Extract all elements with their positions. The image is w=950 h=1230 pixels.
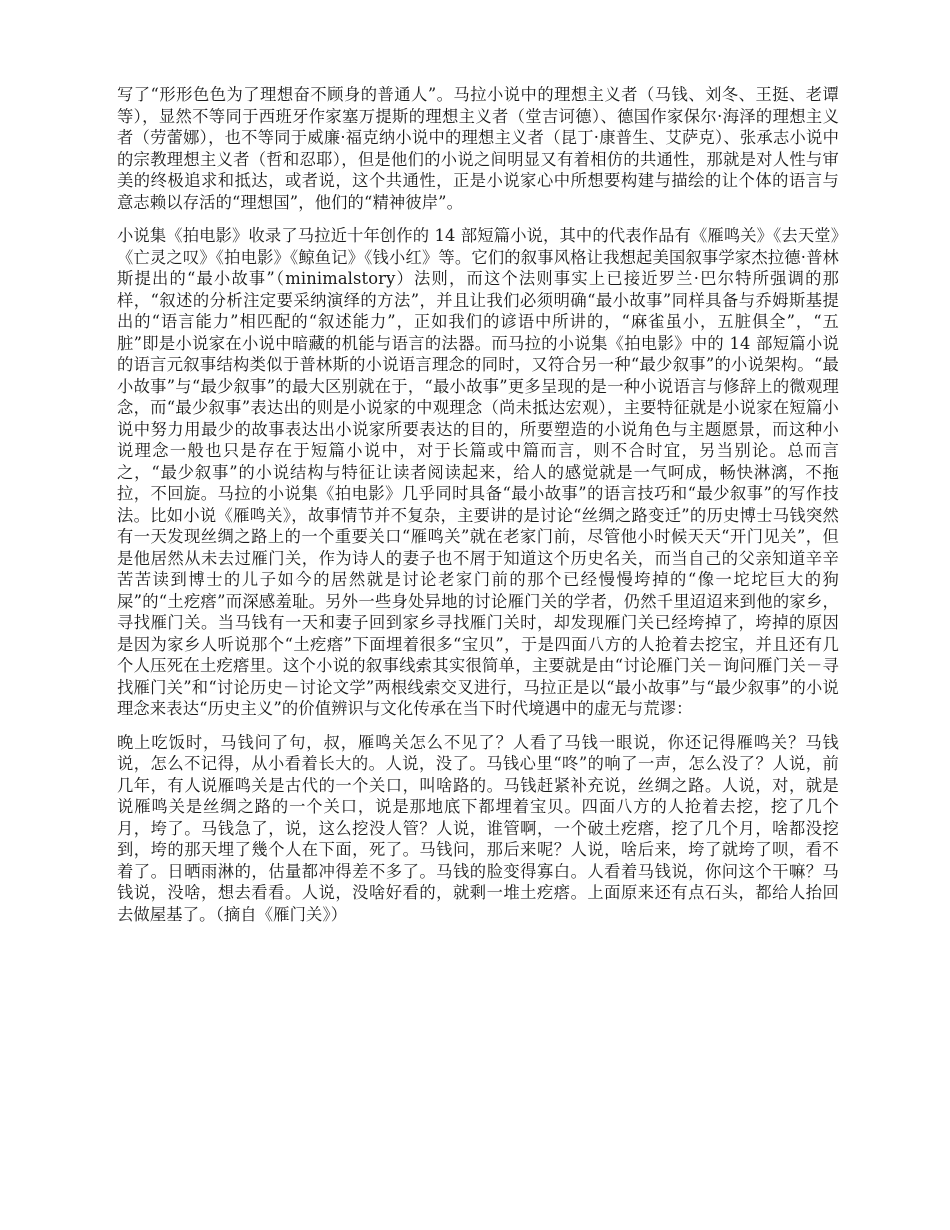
paragraph-story-collection: 小说集《拍电影》收录了马拉近十年创作的 14 部短篇小说，其中的代表作品有《雁鸣关》《去天堂》《亡灵之叹》《拍电影》《鲸鱼记》《钱小红》等。它们的叙事风格让我想起美国叙事学家杰拉德·普林斯提出的“最小故事”（minimalstory）法则，而这个法则事实上已接近罗兰·巴尔特所强调的那样，“叙述的分析注定要采纳演绎的方法”，并且让我们必须明确“最小故事”同样具备与乔姆斯基提出的“语言能力”相匹配的“叙述能力”，正如我们的谚语中所讲的，“麻雀虽小，五脏俱全”，“五脏”即是小说家在小说中暗藏的机能与语言的法器。而马拉的小说集《拍电影》中的 14 部短篇小说的语言元叙事结构类似于普林斯的小说语言理念的同时，又符合另一种“最少叙事”的小说架构。“最小故事”与“最少叙事”的最大区别就在于，“最小故事”更多呈现的是一种小说语言与修辞上的微观理念，而“最少叙事”表达出的则是小说家的中观理念（尚未抵达宏观），主要特征就是小说家在短篇小说中努力用最少的故事表达出小说家所要表达的目的，所要塑造的小说角色与主题愿景，而这种小说理念一般也只是存在于短篇小说中，对于长篇或中篇而言，则不合时宜，另当别论。总而言之，“最少叙事”的小说结构与特征让读者阅读起来，给人的感觉就是一气呵成，畅快淋漓，不拖拉，不回旋。马拉的小说集《拍电影》几乎同时具备“最小故事”的语言技巧和“最少叙事”的写作技法。比如小说《雁鸣关》，故事情节并不复杂，主要讲的是讨论“丝绸之路变迁”的历史博士马钱突然有一天发现丝绸之路上的一个重要关口“雁鸣关”就在老家门前，尽管他小时候天天“开门见关”，但是他居然从未去过雁门关，作为诗人的妻子也不屑于知道这个历史名关，而当自己的父亲知道辛辛苦苦读到博士的儿子如今的居然就是讨论老家门前的那个已经慢慢垮掉的“像一坨坨巨大的狗屎”的“土疙瘩”而深感羞耻。另外一些身处异地的讨论雁门关的学者，仍然千里迢迢来到他的家乡，寻找雁门关。当马钱有一天和妻子回到家乡寻找雁门关时，却发现雁门关已经垮掉了，垮掉的原因是因为家乡人听说那个“土疙瘩”下面埋着很多“宝贝”，于是四面八方的人抢着去挖宝，并且还有几个人压死在土疙瘩里。这个小说的叙事线索其实很简单，主要就是由“讨论雁门关－询问雁门关－寻找雁门关”和“讨论历史－讨论文学”两根线索交叉进行，马拉正是以“最小故事”与“最少叙事”的小说理念来表达“历史主义”的价值辨识与文化传承在当下时代境遇中的虚无与荒谬： (117, 226, 839, 718)
paragraph-excerpt: 晚上吃饭时，马钱问了句，叔，雁鸣关怎么不见了？人看了马钱一眼说，你还记得雁鸣关？马钱说，怎么不记得，从小看着长大的。人说，没了。马钱心里“咚”的响了一声，怎么没了？人说，前几年，有人说雁鸣关是古代的一个关口，叫啥路的。马钱赶紧补充说，丝绸之路。人说，对，就是说雁鸣关是丝绸之路的一个关口，说是那地底下都埋着宝贝。四面八方的人抢着去挖，挖了几个月，垮了。马钱急了，说，这么挖没人管？人说，谁管啊，一个破土疙瘩，挖了几个月，啥都没挖到，垮的那天埋了幾个人在下面，死了。马钱问，那后来呢？人说，啥后来，垮了就垮了呗，看不着了。日晒雨淋的，估量都冲得差不多了。马钱的脸变得寡白。人看着马钱说，你问这个干嘛？马钱说，没啥，想去看看。人说，没啥好看的，就剩一堆土疙瘩。上面原来还有点石头，都给人抬回去做屋基了。（摘自《雁门关》） (117, 732, 839, 924)
document-page (117, 84, 839, 937)
paragraph-idealists: 写了“形形色色为了理想奋不顾身的普通人”。马拉小说中的理想主义者（马钱、刘冬、王挺、老谭等），显然不等同于西班牙作家塞万提斯的理想主义者（堂吉诃德）、德国作家保尔·海泽的理想主义者（劳蕾娜），也不等同于威廉·福克纳小说中的理想主义者（昆丁·康普生、艾萨克）、张承志小说中的宗教理想主义者（哲和忍耶），但是他们的小说之间明显又有着相仿的共通性，那就是对人性与审美的终极追求和抵达，或者说，这个共通性，正是小说家心中所想要构建与描绘的让个体的语言与意志赖以存活的“理想国”，他们的“精神彼岸”。 (117, 85, 839, 212)
